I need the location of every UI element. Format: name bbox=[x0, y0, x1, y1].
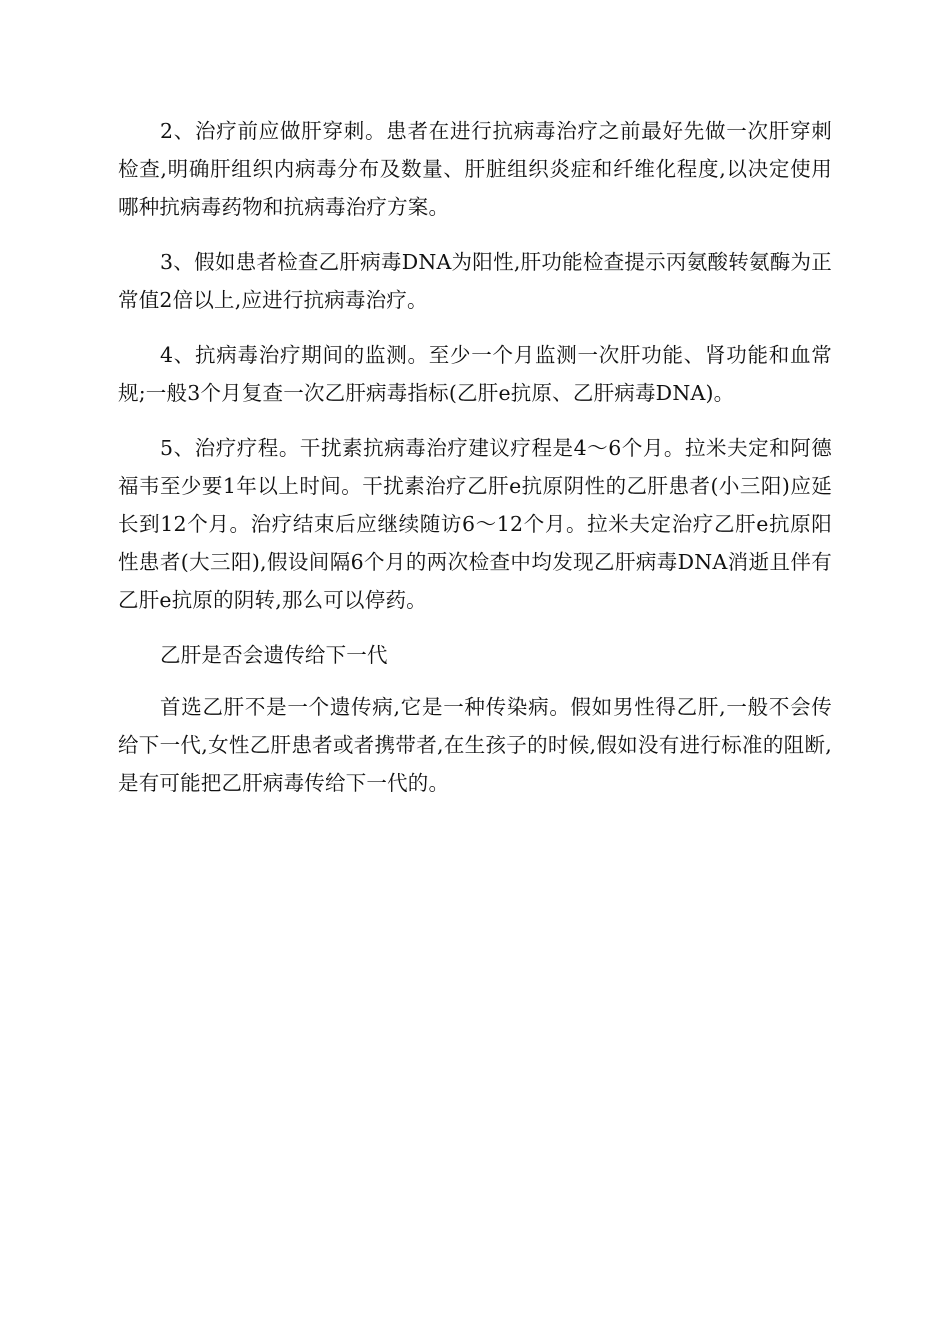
document-body bbox=[118, 112, 832, 819]
section-heading: 乙肝是否会遗传给下一代 bbox=[160, 643, 388, 667]
paragraph-heredity: 首选乙肝不是一个遗传病,它是一种传染病。假如男性得乙肝,一般不会传给下一代,女性乙肝患者或者携带者,在生孩子的时候,假如没有进行标准的阻断,是有可能把乙肝病毒传给下一代的。 bbox=[118, 695, 832, 795]
paragraph-dna-positive: 3、假如患者检查乙肝病毒DNA为阳性,肝功能检查提示丙氨酸转氨酶为正常值2倍以上,应进行抗病毒治疗。 bbox=[118, 250, 832, 312]
paragraph-treatment-course: 5、治疗疗程。干扰素抗病毒治疗建议疗程是4～6个月。拉米夫定和阿德福韦至少要1年以上时间。干扰素治疗乙肝e抗原阴性的乙肝患者(小三阳)应延长到12个月。治疗结束后应继续随访6～12个月。拉米夫定治疗乙肝e抗原阳性患者(大三阳),假设间隔6个月的两次检查中均发现乙肝病毒DNA消逝且伴有乙肝e抗原的阴转,那么可以停药。 bbox=[118, 436, 832, 612]
paragraph-liver-biopsy: 2、治疗前应做肝穿刺。患者在进行抗病毒治疗之前最好先做一次肝穿刺检查,明确肝组织内病毒分布及数量、肝脏组织炎症和纤维化程度,以决定使用哪种抗病毒药物和抗病毒治疗方案。 bbox=[118, 119, 832, 219]
paragraph-monitoring: 4、抗病毒治疗期间的监测。至少一个月监测一次肝功能、肾功能和血常规;一般3个月复查一次乙肝病毒指标(乙肝e抗原、乙肝病毒DNA)。 bbox=[118, 343, 832, 405]
